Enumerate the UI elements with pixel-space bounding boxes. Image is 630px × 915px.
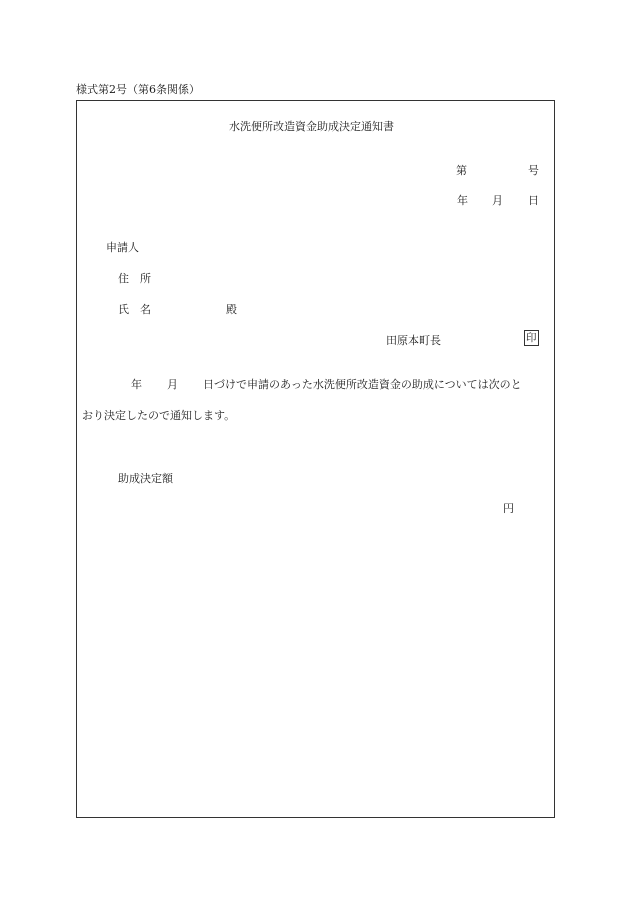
document-number-prefix: 第 [456, 164, 467, 177]
document-number-suffix: 号 [528, 164, 539, 177]
body-month: 月 [167, 378, 178, 391]
document-title: 水洗便所改造資金助成決定通知書 [229, 120, 394, 133]
body-line1: 日づけで申請のあった水洗便所改造資金の助成については次のと [203, 378, 522, 391]
issuer-title: 田原本町長 [386, 334, 441, 347]
form-frame [76, 100, 555, 818]
body-year: 年 [131, 378, 142, 391]
seal-text: 印 [526, 332, 537, 344]
date-month: 月 [492, 194, 503, 207]
name-label: 氏 名 [118, 303, 151, 316]
body-line2: おり決定したので通知します。 [82, 409, 236, 422]
form-label: 様式第2号（第6条関係） [76, 83, 200, 96]
address-label: 住 所 [118, 272, 151, 285]
grant-label: 助成決定額 [118, 472, 173, 485]
date-year: 年 [457, 194, 468, 207]
date-day: 日 [528, 194, 539, 207]
grant-unit: 円 [503, 502, 514, 515]
applicant-heading: 申請人 [106, 241, 139, 254]
honorific: 殿 [226, 303, 237, 316]
seal-mark [524, 332, 539, 344]
